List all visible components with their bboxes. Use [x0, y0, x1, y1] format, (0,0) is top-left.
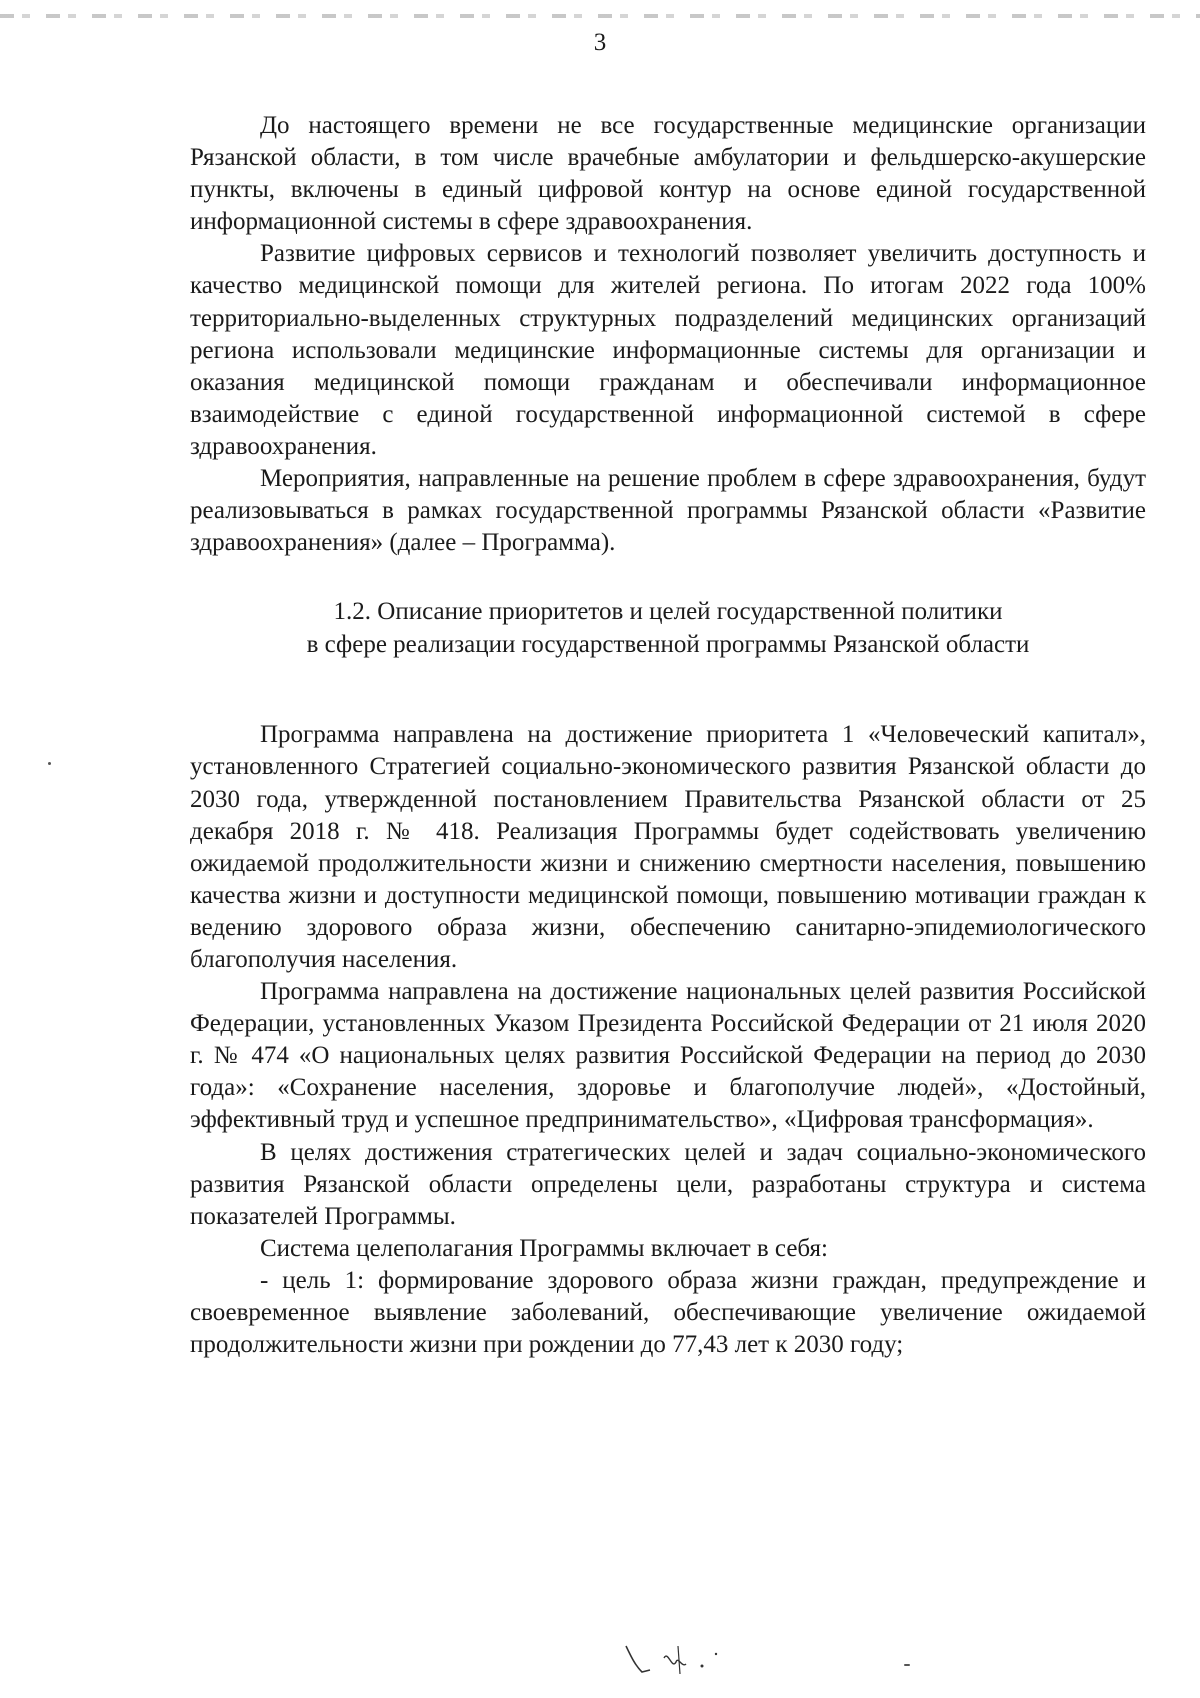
scan-speck — [48, 762, 51, 765]
paragraph-digital-services: Развитие цифровых сервисов и технологий позволяет увеличить доступность и качество медицинской помощи для жителей региона. По итогам 2022 года 100% территориально-выделенных структурных подразделений медицинских организаций региона использовали медицинские информационные системы для организации и оказания медицинской помощи гражданам и обеспечивали информационное взаимодействие с единой государственной информационной системой в сфере здравоохранения. — [190, 240, 1146, 460]
document-body — [190, 110, 1146, 1361]
page-number: 3 — [593, 29, 607, 56]
paragraph-measures: Мероприятия, направленные на решение проблем в сфере здравоохранения, будут реализовываться в рамках государственной программы Рязанской области «Развитие здравоохранения» (далее – Программа). — [190, 465, 1146, 557]
paragraph-national-goals: Программа направлена на достижение национальных целей развития Российской Федерации, установленных Указом Президента Российской Федерации от 21 июля 2020 г. № 474 «О национальных целях развития Российской Федерации на период до 2030 года»: «Сохранение населения, здоровье и благополучие людей», «Достойный, эффективный труд и успешное предпринимательство», «Цифровая трансформация». — [190, 978, 1146, 1134]
section-heading-line-2: в сфере реализации государственной программы Рязанской области — [306, 631, 1030, 659]
section-heading-line-1: 1.2. Описание приоритетов и целей государственной политики — [333, 598, 1003, 626]
scan-speck — [904, 1664, 910, 1666]
scan-artifact-line — [0, 14, 1200, 18]
paragraph-priority: Программа направлена на достижение приоритета 1 «Человеческий капитал», установленного Стратегией социально-экономического развития Рязанской области до 2030 года, утвержденной постановлением Правительства Рязанской области от 25 декабря 2018 г. № 418. Реализация Программы будет содействовать увеличению ожидаемой продолжительности жизни и снижению смертности населения, повышению качества жизни и доступности медицинской помощи, повышению мотивации граждан к ведению здорового образа жизни, обеспечению санитарно-эпидемиологического благополучия населения. — [190, 721, 1146, 973]
list-item-goal-1: - цель 1: формирование здорового образа жизни граждан, предупреждение и своевременное выявление заболеваний, обеспечивающие увеличение ожидаемой продолжительности жизни при рождении до 77,43 лет к 2030 году; — [190, 1266, 1146, 1359]
handwritten-initials — [620, 1640, 740, 1680]
paragraph-strategic-goals: В целях достижения стратегических целей и задач социально-экономического развития Рязанской области определены цели, разработаны структура и система показателей Программы. — [190, 1138, 1146, 1230]
paragraph-goal-system: Система целеполагания Программы включает в себя: — [260, 1234, 828, 1262]
paragraph-digital-contour: До настоящего времени не все государственные медицинские организации Рязанской области, в том числе врачебные амбулатории и фельдшерско-акушерские пункты, включены в единый цифровой контур на основе единой государственной информационной системы в сфере здравоохранения. — [190, 112, 1146, 236]
section-heading — [190, 595, 1146, 661]
